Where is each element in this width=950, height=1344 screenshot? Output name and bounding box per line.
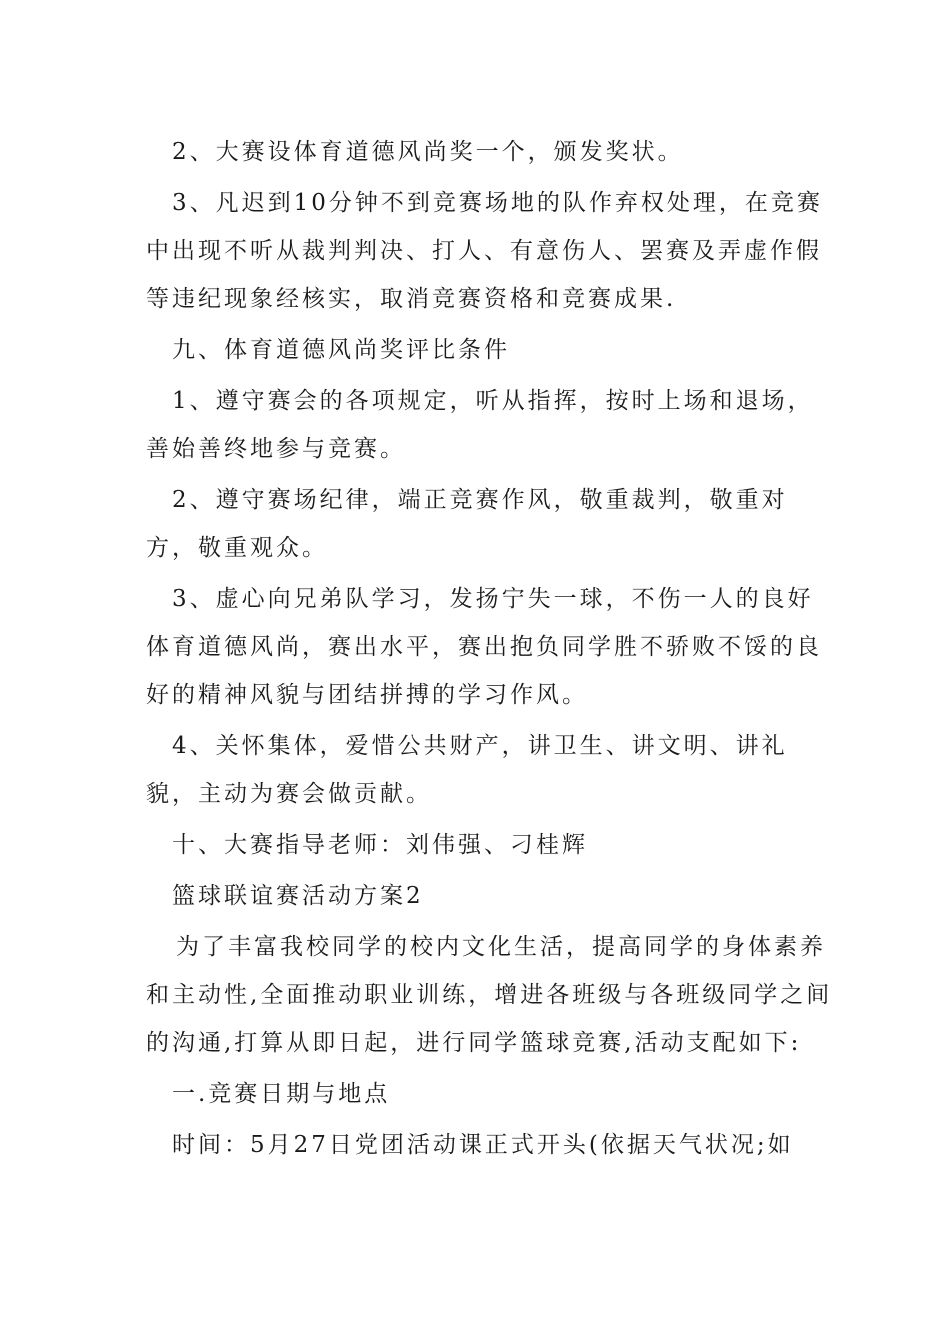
section-heading-ten: 十、大赛指导老师：刘伟强、刁桂辉 (172, 832, 588, 858)
paragraph-award-item-2: 2、大赛设体育道德风尚奖一个，颁发奖状。 (172, 139, 684, 165)
paragraph-condition-2: 2、遵守赛场纪律，端正竞赛作风，敬重裁判，敬重对方，敬重观众。 (146, 487, 788, 561)
paragraph-condition-4: 4、关怀集体，爱惜公共财产，讲卫生、讲文明、讲礼貌，主动为赛会做贡献。 (146, 733, 788, 807)
paragraph-intro: 为了丰富我校同学的校内文化生活，提高同学的身体素养和主动性,全面推动职业训练，增进各班级与各班级同学之间的沟通,打算从即日起，进行同学篮球竞赛,活动支配如下: (146, 934, 833, 1056)
paragraph-late-forfeit-rule: 3、凡迟到10分钟不到竞赛场地的队作弃权处理，在竞赛中出现不听从裁判判决、打人、有意伤人、罢赛及弄虚作假等违纪现象经核实，取消竞赛资格和竞赛成果. (146, 190, 823, 312)
section-heading-nine: 九、体育道德风尚奖评比条件 (172, 337, 510, 363)
document-body (146, 128, 836, 1172)
paragraph-condition-1: 1、遵守赛会的各项规定，听从指挥，按时上场和退场，善始善终地参与竞赛。 (146, 388, 814, 462)
paragraph-time: 时间：5月27日党团活动课正式开头(依据天气状况;如 (172, 1132, 794, 1158)
plan-title: 篮球联谊赛活动方案2 (172, 883, 424, 909)
section-heading-one: 一.竞赛日期与地点 (172, 1081, 391, 1107)
paragraph-condition-3: 3、虚心向兄弟队学习，发扬宁失一球，不伤一人的良好体育道德风尚，赛出水平，赛出抱负同学胜不骄败不馁的良好的精神风貌与团结拼搏的学习作风。 (146, 586, 822, 708)
